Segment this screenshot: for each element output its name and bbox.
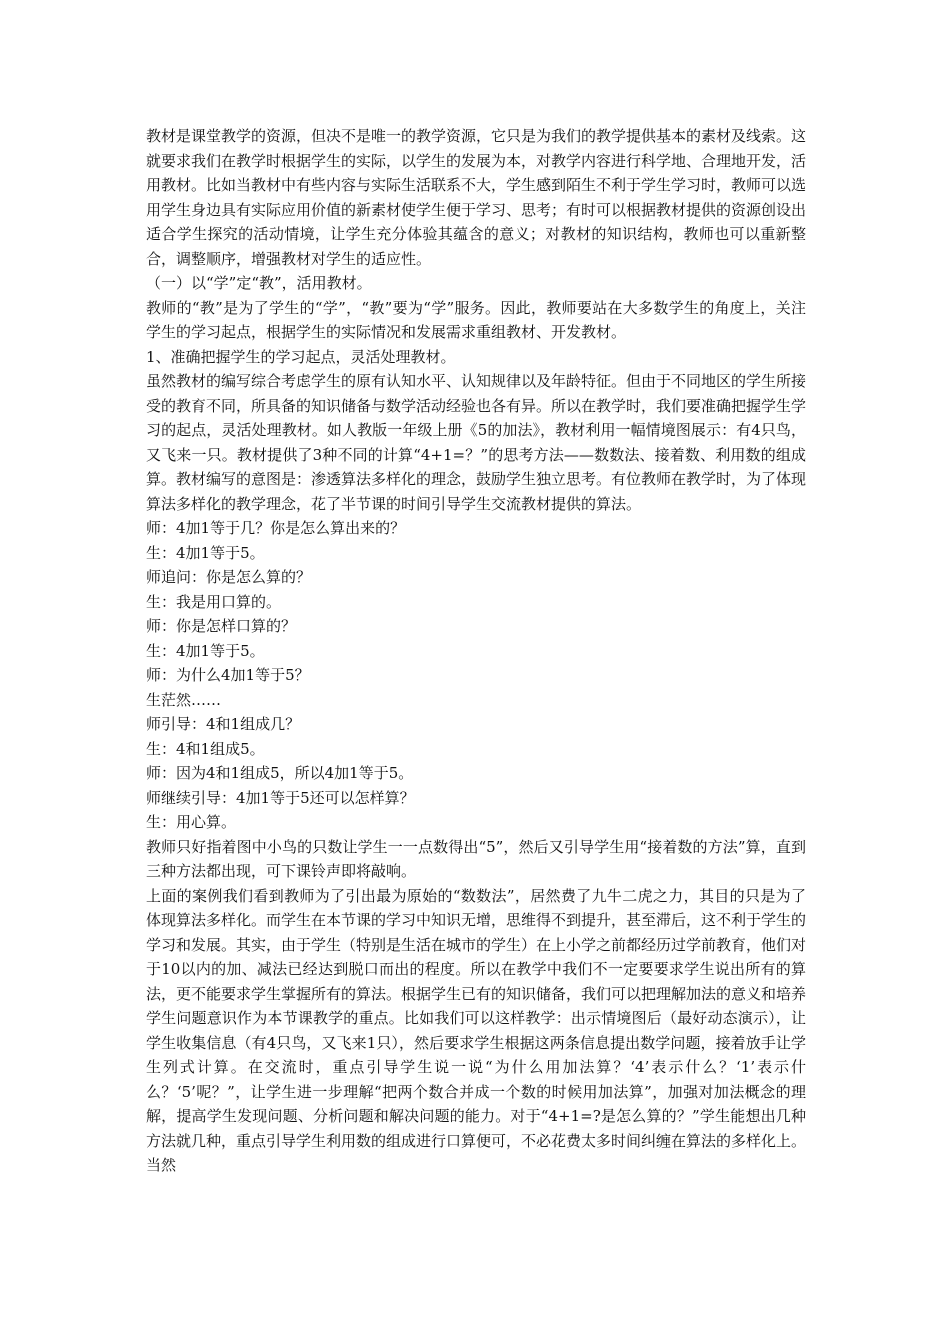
body-paragraph: 教师只好指着图中小鸟的只数让学生一一点数得出“5”，然后又引导学生用“接着数的方法”算，直到三种方法都出现，可下课铃声即将敲响。: [146, 837, 806, 880]
dialogue-line: 师：为什么4加1等于5？: [146, 666, 310, 684]
dialogue-line: 师：你是怎样口算的？: [146, 617, 297, 635]
body-paragraph: 虽然教材的编写综合考虑学生的原有认知水平、认知规律以及年龄特征。但由于不同地区的学生所接受的教育不同，所具备的知识储备与数学活动经验也各有异。所以在教学时，我们要准确把握学生学习的起点，灵活处理教材。如人教版一年级上册《5的加法》，教材利用一幅情境图展示：有4只鸟，又飞来一只。教材提供了3种不同的计算“4+1=？”的思考方法——数数法、接着数、利用数的组成算。教材编写的意图是：渗透算法多样化的理念，鼓励学生独立思考。有位教师在教学时，为了体现算法多样化的教学理念，花了半节课的时间引导学生交流教材提供的算法。: [146, 372, 807, 513]
subsection-heading: 1、准确把握学生的学习起点，灵活处理教材。: [146, 347, 456, 366]
dialogue-line: 生：4和1组成5。: [146, 739, 265, 758]
section-heading: （一）以“学”定“教”，活用教材。: [146, 274, 372, 292]
body-paragraph: 上面的案例我们看到教师为了引出最为原始的“数数法”，居然费了九牛二虎之力，其目的只是为了体现算法多样化。而学生在本节课的学习中知识无增，思维得不到提升，甚至滞后，这不利于学生的学习和发展。其实，由于学生（特别是生活在城市的学生）在上小学之前都经历过学前教育，他们对于10以内的加、减法已经达到脱口而出的程度。所以在教学中我们不一定要要求学生说出所有的算法，更不能要求学生掌握所有的算法。根据学生已有的知识储备，我们可以把理解加法的意义和培养学生问题意识作为本节课教学的重点。比如我们可以这样教学：出示情境图后（最好动态演示），让学生收集信息（有4只鸟，又飞来1只），然后要求学生根据这两条信息提出数学问题，接着放手让学生列式计算。在交流时，重点引导学生说一说“为什么用加法算？‘4’表示什么？‘1’表示什么？‘5’呢？”，让学生进一步理解“把两个数合并成一个数的时候用加法算”，加强对加法概念的理解，提高学生发现问题、分析问题和解决问题的能力。对于“4+1=?是怎么算的？”学生能想出几种方法就几种，重点引导学生利用数的组成进行口算便可，不必花费太多时间纠缠在算法的多样化上。当然: [146, 886, 807, 1174]
dialogue-line: 生：4加1等于5。: [146, 641, 265, 660]
dialogue-line: 生：用心算。: [146, 813, 237, 831]
intro-paragraph: 教材是课堂教学的资源，但决不是唯一的教学资源，它只是为我们的教学提供基本的素材及线索。这就要求我们在教学时根据学生的实际，以学生的发展为本，对教学内容进行科学地、合理地开发，活用教材。比如当教材中有些内容与实际生活联系不大，学生感到陌生不利于学生学习时，教师可以选用学生身边具有实际应用价值的新素材使学生便于学习、思考；有时可以根据教材提供的资源创设出适合学生探究的活动情境，让学生充分体验其蕴含的意义；对教材的知识结构，教师也可以重新整合，调整顺序，增强教材对学生的适应性。: [146, 127, 807, 268]
dialogue-line: 师：4加1等于几？你是怎么算出来的？: [146, 519, 406, 537]
dialogue-line: 生茫然……: [146, 690, 222, 709]
document-body: [146, 124, 806, 1178]
body-paragraph: 教师的“教”是为了学生的“学”，“教”要为“学”服务。因此，教师要站在大多数学生的角度上，关注学生的学习起点，根据学生的实际情况和发展需求重组教材、开发教材。: [146, 298, 806, 341]
dialogue-line: 生：我是用口算的。: [146, 592, 282, 611]
dialogue-line: 生：4加1等于5。: [146, 543, 265, 562]
dialogue-line: 师追问：你是怎么算的？: [146, 568, 312, 586]
dialogue-line: 师引导：4和1组成几？: [146, 715, 301, 733]
dialogue-line: 师继续引导：4加1等于5还可以怎样算？: [146, 788, 415, 807]
dialogue-line: 师：因为4和1组成5，所以4加1等于5。: [146, 764, 414, 782]
